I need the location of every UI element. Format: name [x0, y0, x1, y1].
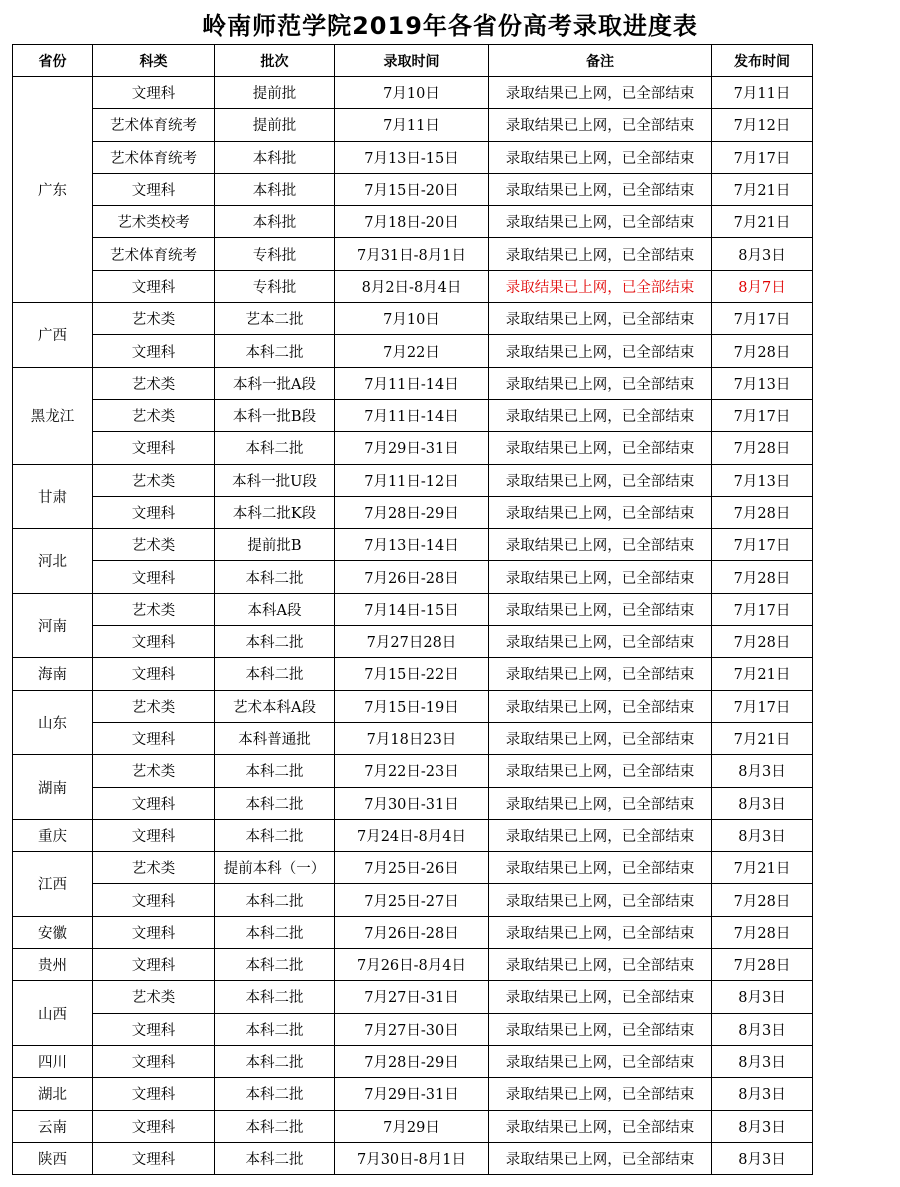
publish-time-cell: 7月17日: [712, 399, 813, 431]
admission-time-cell: 7月28日-29日: [335, 1045, 489, 1077]
admission-time-cell: 7月28日-29日: [335, 496, 489, 528]
header-admission-time: 录取时间: [335, 45, 489, 77]
publish-time-cell: 8月3日: [712, 238, 813, 270]
admission-time-cell: 7月18日23日: [335, 722, 489, 754]
admission-time-cell: 7月15日-20日: [335, 173, 489, 205]
province-cell: 陕西: [13, 1142, 93, 1174]
province-cell: 湖北: [13, 1078, 93, 1110]
batch-cell: 本科二批: [215, 916, 335, 948]
publish-time-cell: 7月13日: [712, 464, 813, 496]
admission-time-cell: 7月31日-8月1日: [335, 238, 489, 270]
table-row: [13, 1142, 813, 1174]
publish-time-cell: 7月28日: [712, 335, 813, 367]
batch-cell: 本科二批: [215, 1013, 335, 1045]
publish-time-cell: 7月21日: [712, 173, 813, 205]
batch-cell: 本科A段: [215, 593, 335, 625]
table-row: [13, 141, 813, 173]
province-cell: 河南: [13, 593, 93, 658]
table-row: [13, 109, 813, 141]
category-cell: 文理科: [93, 1045, 215, 1077]
note-cell: 录取结果已上网，已全部结束: [489, 916, 712, 948]
note-cell: 录取结果已上网，已全部结束: [489, 949, 712, 981]
batch-cell: 本科二批: [215, 335, 335, 367]
batch-cell: 本科普通批: [215, 722, 335, 754]
header-publish-time: 发布时间: [712, 45, 813, 77]
category-cell: 文理科: [93, 173, 215, 205]
note-cell: 录取结果已上网，已全部结束: [489, 658, 712, 690]
category-cell: 文理科: [93, 561, 215, 593]
table-row: [13, 593, 813, 625]
admission-time-cell: 7月27日28日: [335, 626, 489, 658]
publish-time-cell: 8月3日: [712, 787, 813, 819]
publish-time-cell: 7月28日: [712, 884, 813, 916]
admission-time-cell: 7月11日: [335, 109, 489, 141]
publish-time-cell: 7月11日: [712, 77, 813, 109]
admission-time-cell: 7月25日-27日: [335, 884, 489, 916]
publish-time-cell: 7月28日: [712, 432, 813, 464]
batch-cell: 提前批B: [215, 529, 335, 561]
admission-time-cell: 7月11日-12日: [335, 464, 489, 496]
table-row: [13, 303, 813, 335]
batch-cell: 本科批: [215, 173, 335, 205]
admission-time-cell: 7月26日-28日: [335, 561, 489, 593]
note-cell: 录取结果已上网，已全部结束: [489, 1078, 712, 1110]
category-cell: 文理科: [93, 77, 215, 109]
note-cell: 录取结果已上网，已全部结束: [489, 367, 712, 399]
category-cell: 艺术类: [93, 367, 215, 399]
table-row: [13, 1110, 813, 1142]
publish-time-cell: 7月28日: [712, 496, 813, 528]
province-cell: 安徽: [13, 916, 93, 948]
note-cell: 录取结果已上网，已全部结束: [489, 206, 712, 238]
note-cell: 录取结果已上网，已全部结束: [489, 981, 712, 1013]
publish-time-cell: 8月3日: [712, 819, 813, 851]
admission-time-cell: 7月22日: [335, 335, 489, 367]
batch-cell: 本科二批: [215, 658, 335, 690]
note-cell: 录取结果已上网，已全部结束: [489, 173, 712, 205]
publish-time-cell: 8月3日: [712, 1078, 813, 1110]
note-cell: 录取结果已上网，已全部结束: [489, 884, 712, 916]
admission-time-cell: 7月26日-28日: [335, 916, 489, 948]
province-cell: 山西: [13, 981, 93, 1046]
batch-cell: 本科二批: [215, 1045, 335, 1077]
province-cell: 重庆: [13, 819, 93, 851]
batch-cell: 本科一批U段: [215, 464, 335, 496]
publish-time-cell: 8月3日: [712, 755, 813, 787]
table-row: [13, 949, 813, 981]
category-cell: 艺术类: [93, 852, 215, 884]
admission-time-cell: 7月29日-31日: [335, 432, 489, 464]
admission-time-cell: 7月10日: [335, 77, 489, 109]
province-cell: 江西: [13, 852, 93, 917]
table-row: [13, 238, 813, 270]
batch-cell: 本科二批: [215, 819, 335, 851]
batch-cell: 专科批: [215, 238, 335, 270]
note-cell: 录取结果已上网，已全部结束: [489, 303, 712, 335]
province-cell: 湖南: [13, 755, 93, 820]
category-cell: 文理科: [93, 1110, 215, 1142]
note-cell: 录取结果已上网，已全部结束: [489, 529, 712, 561]
note-cell: 录取结果已上网，已全部结束: [489, 77, 712, 109]
note-cell: 录取结果已上网，已全部结束: [489, 1013, 712, 1045]
table-row: [13, 981, 813, 1013]
publish-time-cell: 7月21日: [712, 722, 813, 754]
category-cell: 文理科: [93, 1142, 215, 1174]
table-row: [13, 690, 813, 722]
publish-time-cell: 7月17日: [712, 593, 813, 625]
category-cell: 文理科: [93, 1078, 215, 1110]
table-row: [13, 367, 813, 399]
note-cell: 录取结果已上网，已全部结束: [489, 1045, 712, 1077]
note-cell: 录取结果已上网，已全部结束: [489, 561, 712, 593]
table-row: [13, 206, 813, 238]
table-row: [13, 464, 813, 496]
province-cell: 云南: [13, 1110, 93, 1142]
province-cell: 贵州: [13, 949, 93, 981]
admission-time-cell: 7月18日-20日: [335, 206, 489, 238]
publish-time-cell: 7月28日: [712, 561, 813, 593]
category-cell: 文理科: [93, 916, 215, 948]
table-row: [13, 335, 813, 367]
publish-time-cell: 8月3日: [712, 1142, 813, 1174]
admission-time-cell: 7月24日-8月4日: [335, 819, 489, 851]
publish-time-cell: 7月21日: [712, 206, 813, 238]
table-row: [13, 529, 813, 561]
header-note: 备注: [489, 45, 712, 77]
note-cell: 录取结果已上网，已全部结束: [489, 270, 712, 302]
page-title: 岭南师范学院2019年各省份高考录取进度表: [202, 12, 698, 40]
batch-cell: 提前批: [215, 109, 335, 141]
note-cell: 录取结果已上网，已全部结束: [489, 722, 712, 754]
admission-time-cell: 7月13日-14日: [335, 529, 489, 561]
note-cell: 录取结果已上网，已全部结束: [489, 109, 712, 141]
category-cell: 文理科: [93, 819, 215, 851]
category-cell: 艺术体育统考: [93, 141, 215, 173]
table-row: [13, 173, 813, 205]
batch-cell: 本科二批: [215, 981, 335, 1013]
note-cell: 录取结果已上网，已全部结束: [489, 852, 712, 884]
category-cell: 艺术类校考: [93, 206, 215, 238]
admission-time-cell: 7月30日-8月1日: [335, 1142, 489, 1174]
admission-time-cell: 7月15日-19日: [335, 690, 489, 722]
publish-time-cell: 7月28日: [712, 916, 813, 948]
admission-time-cell: 7月10日: [335, 303, 489, 335]
table-row: [13, 1045, 813, 1077]
admission-time-cell: 7月15日-22日: [335, 658, 489, 690]
admission-time-cell: 7月29日-31日: [335, 1078, 489, 1110]
publish-time-cell: 7月21日: [712, 658, 813, 690]
note-cell: 录取结果已上网，已全部结束: [489, 787, 712, 819]
publish-time-cell: 7月13日: [712, 367, 813, 399]
category-cell: 艺术类: [93, 755, 215, 787]
admission-time-cell: 7月11日-14日: [335, 367, 489, 399]
note-cell: 录取结果已上网，已全部结束: [489, 399, 712, 431]
table-row: [13, 852, 813, 884]
table-row: [13, 399, 813, 431]
category-cell: 艺术类: [93, 981, 215, 1013]
note-cell: 录取结果已上网，已全部结束: [489, 464, 712, 496]
note-cell: 录取结果已上网，已全部结束: [489, 626, 712, 658]
note-cell: 录取结果已上网，已全部结束: [489, 1142, 712, 1174]
category-cell: 艺术类: [93, 690, 215, 722]
note-cell: 录取结果已上网，已全部结束: [489, 432, 712, 464]
note-cell: 录取结果已上网，已全部结束: [489, 496, 712, 528]
publish-time-cell: 8月3日: [712, 1013, 813, 1045]
table-row: [13, 561, 813, 593]
publish-time-cell: 7月28日: [712, 626, 813, 658]
table-row: [13, 755, 813, 787]
category-cell: 艺术类: [93, 303, 215, 335]
batch-cell: 提前本科（一）: [215, 852, 335, 884]
batch-cell: 本科二批: [215, 787, 335, 819]
admission-time-cell: 7月25日-26日: [335, 852, 489, 884]
category-cell: 艺术类: [93, 399, 215, 431]
header-category: 科类: [93, 45, 215, 77]
batch-cell: 本科二批: [215, 1142, 335, 1174]
header-batch: 批次: [215, 45, 335, 77]
province-cell: 广西: [13, 303, 93, 368]
publish-time-cell: 8月7日: [712, 270, 813, 302]
table-row: [13, 270, 813, 302]
header-province: 省份: [13, 45, 93, 77]
category-cell: 文理科: [93, 949, 215, 981]
category-cell: 艺术类: [93, 529, 215, 561]
admission-time-cell: 7月27日-31日: [335, 981, 489, 1013]
province-cell: 甘肃: [13, 464, 93, 529]
batch-cell: 本科二批: [215, 755, 335, 787]
batch-cell: 本科二批K段: [215, 496, 335, 528]
batch-cell: 提前批: [215, 77, 335, 109]
publish-time-cell: 7月17日: [712, 690, 813, 722]
note-cell: 录取结果已上网，已全部结束: [489, 141, 712, 173]
category-cell: 文理科: [93, 722, 215, 754]
publish-time-cell: 8月3日: [712, 1110, 813, 1142]
batch-cell: 本科二批: [215, 626, 335, 658]
category-cell: 文理科: [93, 496, 215, 528]
table-header-row: [13, 45, 813, 77]
publish-time-cell: 7月17日: [712, 141, 813, 173]
publish-time-cell: 8月3日: [712, 981, 813, 1013]
batch-cell: 艺本二批: [215, 303, 335, 335]
category-cell: 文理科: [93, 658, 215, 690]
batch-cell: 本科批: [215, 206, 335, 238]
admission-time-cell: 8月2日-8月4日: [335, 270, 489, 302]
category-cell: 文理科: [93, 1013, 215, 1045]
admission-time-cell: 7月13日-15日: [335, 141, 489, 173]
admission-time-cell: 7月11日-14日: [335, 399, 489, 431]
batch-cell: 本科二批: [215, 1110, 335, 1142]
publish-time-cell: 8月3日: [712, 1045, 813, 1077]
batch-cell: 本科二批: [215, 432, 335, 464]
table-row: [13, 787, 813, 819]
note-cell: 录取结果已上网，已全部结束: [489, 335, 712, 367]
category-cell: 文理科: [93, 626, 215, 658]
batch-cell: 艺术本科A段: [215, 690, 335, 722]
admission-time-cell: 7月22日-23日: [335, 755, 489, 787]
category-cell: 艺术类: [93, 593, 215, 625]
batch-cell: 本科二批: [215, 1078, 335, 1110]
province-cell: 河北: [13, 529, 93, 594]
province-cell: 海南: [13, 658, 93, 690]
province-cell: 山东: [13, 690, 93, 755]
table-row: [13, 884, 813, 916]
admission-time-cell: 7月27日-30日: [335, 1013, 489, 1045]
admission-time-cell: 7月26日-8月4日: [335, 949, 489, 981]
batch-cell: 本科二批: [215, 949, 335, 981]
note-cell: 录取结果已上网，已全部结束: [489, 238, 712, 270]
note-cell: 录取结果已上网，已全部结束: [489, 690, 712, 722]
table-body: [13, 77, 813, 1175]
category-cell: 文理科: [93, 270, 215, 302]
publish-time-cell: 7月12日: [712, 109, 813, 141]
category-cell: 艺术类: [93, 464, 215, 496]
category-cell: 文理科: [93, 884, 215, 916]
province-cell: 四川: [13, 1045, 93, 1077]
admission-progress-table: [12, 44, 813, 1175]
table-row: [13, 496, 813, 528]
table-row: [13, 819, 813, 851]
table-row: [13, 722, 813, 754]
publish-time-cell: 7月28日: [712, 949, 813, 981]
batch-cell: 本科一批B段: [215, 399, 335, 431]
category-cell: 艺术体育统考: [93, 109, 215, 141]
note-cell: 录取结果已上网，已全部结束: [489, 593, 712, 625]
admission-time-cell: 7月30日-31日: [335, 787, 489, 819]
category-cell: 文理科: [93, 787, 215, 819]
batch-cell: 专科批: [215, 270, 335, 302]
note-cell: 录取结果已上网，已全部结束: [489, 1110, 712, 1142]
note-cell: 录取结果已上网，已全部结束: [489, 755, 712, 787]
table-row: [13, 916, 813, 948]
category-cell: 艺术体育统考: [93, 238, 215, 270]
table-row: [13, 1078, 813, 1110]
publish-time-cell: 7月21日: [712, 852, 813, 884]
table-row: [13, 658, 813, 690]
table-row: [13, 1013, 813, 1045]
batch-cell: 本科一批A段: [215, 367, 335, 399]
province-cell: 广东: [13, 77, 93, 303]
batch-cell: 本科二批: [215, 561, 335, 593]
category-cell: 文理科: [93, 335, 215, 367]
admission-time-cell: 7月14日-15日: [335, 593, 489, 625]
table-row: [13, 432, 813, 464]
admission-time-cell: 7月29日: [335, 1110, 489, 1142]
province-cell: 黑龙江: [13, 367, 93, 464]
batch-cell: 本科二批: [215, 884, 335, 916]
category-cell: 文理科: [93, 432, 215, 464]
publish-time-cell: 7月17日: [712, 303, 813, 335]
note-cell: 录取结果已上网，已全部结束: [489, 819, 712, 851]
table-row: [13, 77, 813, 109]
table-row: [13, 626, 813, 658]
publish-time-cell: 7月17日: [712, 529, 813, 561]
batch-cell: 本科批: [215, 141, 335, 173]
